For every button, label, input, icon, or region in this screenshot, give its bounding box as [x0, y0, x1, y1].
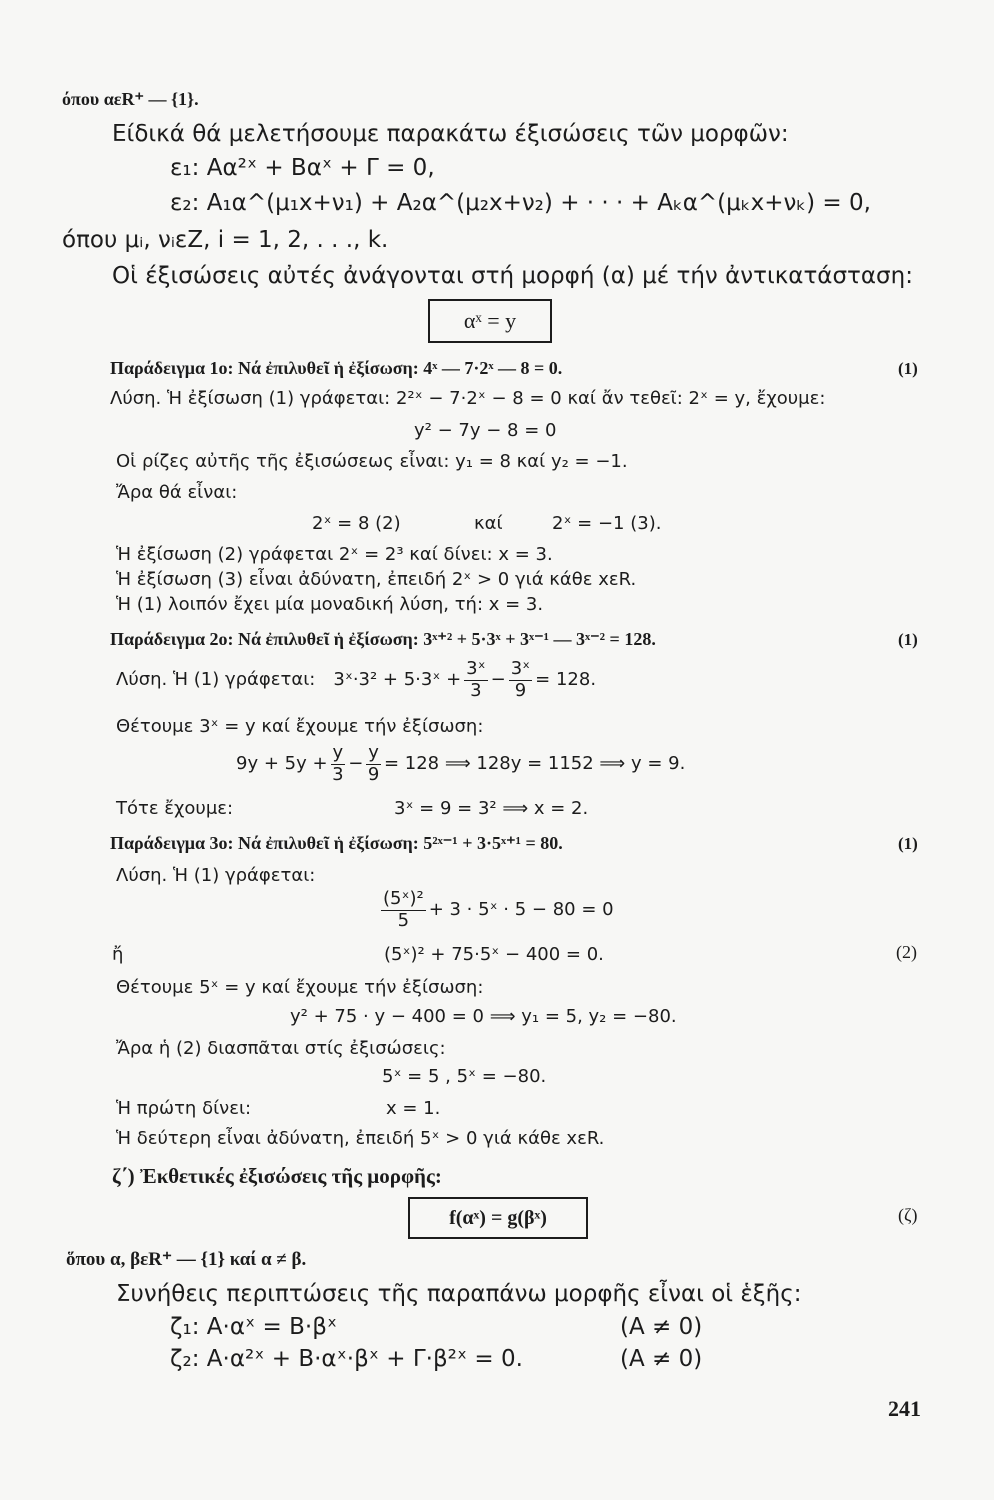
example3-line3: (5ˣ)² + 75·5ˣ − 400 = 0. [384, 944, 604, 965]
case-z2: ζ₂: A·α²ˣ + B·αˣ·βˣ + Γ·β²ˣ = 0. [170, 1346, 523, 1372]
example2-number: (1) [898, 630, 918, 649]
example3-line8b: x = 1. [386, 1098, 441, 1119]
fraction-denominator: 3 [332, 763, 344, 785]
example2-line2: Θέτουμε 3ˣ = y καί ἔχουμε τήν ἐξίσωση: [116, 716, 484, 737]
minus-sign: − [348, 753, 364, 775]
example2-line1-pre: Λύση. Ἡ (1) γράφεται: [116, 669, 316, 691]
example1-line6: Ἡ ἐξίσωση (2) γράφεται 2ˣ = 2³ καί δίνει: x = 3. [116, 544, 553, 565]
example3-title: Παράδειγμα 3ο: Νά ἐπιλυθεῖ ἡ ἐξίσωση: 5²ˣ⁻¹ + 3·5ˣ⁺¹ = 80. [110, 833, 563, 853]
example2-line3-end: = 128 ⟹ 128y = 1152 ⟹ y = 9. [383, 753, 686, 775]
example3-line2 [378, 890, 614, 931]
form-number: (ζ) [898, 1205, 918, 1225]
example2-line1-eq: 3ˣ·3² + 5·3ˣ + [333, 669, 462, 691]
example1-line1: Λύση. Ἡ ἐξίσωση (1) γράφεται: 2²ˣ − 7·2ˣ − 8 = 0 καί ἄν τεθεῖ: 2ˣ = y, ἔχουμε: [110, 388, 826, 409]
intro-opou2: όπου μᵢ, νᵢεZ, i = 1, 2, . . ., k. [62, 227, 389, 253]
page-number: 241 [888, 1396, 921, 1421]
example1-line3: Οἱ ρίζες αὐτῆς τῆς ἐξισώσεως εἶναι: y₁ = 8 καί y₂ = −1. [116, 451, 628, 472]
example1-line7: Ἡ ἐξίσωση (3) εἶναι ἀδύνατη, ἐπειδή 2ˣ > 0 γιά κάθε xεR. [116, 569, 637, 590]
example3-line1: Λύση. Ἡ (1) γράφεται: [116, 865, 316, 886]
form-box [408, 1197, 588, 1239]
fraction-numerator: y [332, 742, 344, 763]
fraction-denominator: 9 [367, 763, 380, 785]
example1-line5c: 2ˣ = −1 (3). [552, 513, 662, 534]
case-z1: ζ₁: A·αˣ = B·βˣ [170, 1314, 338, 1340]
example1-line8: Ἡ (1) λοιπόν ἔχει μία μοναδική λύση, τή: x = 3. [116, 594, 544, 615]
substitution-box [428, 299, 552, 343]
fraction-denominator: 3 [470, 679, 482, 701]
example3-line9: Ἡ δεύτερη εἶναι ἀδύνατη, ἐπειδή 5ˣ > 0 γιά κάθε xεR. [116, 1128, 605, 1149]
example2-line3 [236, 744, 685, 785]
example1-number: (1) [898, 359, 918, 378]
example2-line4a: Τότε ἔχουμε: [116, 798, 234, 819]
fraction-numerator: 3ˣ [466, 658, 486, 679]
minus-sign: − [490, 669, 506, 691]
section-opou: ὅπου α, βεR⁺ — {1} καί α ≠ β. [66, 1249, 307, 1270]
equation-e1: ε₁: Aα²ˣ + Bαˣ + Γ = 0, [170, 155, 435, 181]
example1-line5a: 2ˣ = 8 (2) [312, 513, 401, 534]
fraction [331, 744, 346, 785]
fraction-numerator: 3ˣ [510, 658, 531, 679]
intro-line1: Είδικά θά μελετήσουμε παρακάτω έξισώσεις τῶν μορφῶν: [112, 121, 789, 147]
example1-line5b: καί [474, 513, 503, 534]
example2-line4b: 3ˣ = 9 = 3² ⟹ x = 2. [394, 798, 589, 819]
form-box-text: f(αˣ) = g(βˣ) [449, 1206, 547, 1229]
example1-line2: y² − 7y − 8 = 0 [414, 420, 557, 441]
fraction-denominator: 9 [514, 679, 527, 701]
section-line: Συνήθεις περιπτώσεις τῆς παραπάνω μορφῆς εἶναι οἱ ἑξῆς: [116, 1281, 802, 1307]
fraction [381, 890, 426, 931]
fraction-denominator: 5 [397, 909, 410, 931]
example2-line1-end: = 128. [535, 669, 597, 691]
intro-line2: Οἱ έξισώσεις αὐτές ἀνάγονται στή μορφή (α) μέ τήν ἀντικατάσταση: [112, 263, 913, 289]
example1-line4: Ἄρα θά εἶναι: [116, 482, 238, 503]
case-z2-condition: (A ≠ 0) [620, 1346, 703, 1372]
example3-line6: Ἄρα ἡ (2) διασπᾶται στίς ἐξισώσεις: [116, 1038, 446, 1059]
example3-line2-rest: + 3 · 5ˣ · 5 − 80 = 0 [428, 899, 614, 921]
fraction [509, 660, 532, 701]
section-title: ζ΄) Ἐκθετικές ἐξισώσεις τῆς μορφῆς: [112, 1164, 442, 1188]
example2-line1 [116, 660, 596, 701]
example3-line5: y² + 75 · y − 400 = 0 ⟹ y₁ = 5, y₂ = −80. [290, 1006, 677, 1027]
example3-eta: ἤ [112, 944, 124, 965]
example3-line7: 5ˣ = 5 , 5ˣ = −80. [382, 1066, 547, 1087]
example3-line4: Θέτουμε 5ˣ = y καί ἔχουμε τήν ἐξίσωση: [116, 977, 484, 998]
example3-number2: (2) [896, 942, 917, 962]
example1-title: Παράδειγμα 1ο: Νά ἐπιλυθεῖ ἡ ἐξίσωση: 4ˣ — 7·2ˣ — 8 = 0. [110, 358, 563, 378]
equation-e2: ε₂: A₁α^(μ₁x+ν₁) + A₂α^(μ₂x+ν₂) + · · · + Aₖα^(μₖx+νₖ) = 0, [170, 190, 871, 216]
fraction-numerator: y [368, 742, 379, 763]
example2-title: Παράδειγμα 2ο: Νά ἐπιλυθεῖ ἡ ἐξίσωση: 3ˣ⁺² + 5·3ˣ + 3ˣ⁻¹ — 3ˣ⁻² = 128. [110, 629, 656, 649]
example3-number: (1) [898, 834, 918, 853]
fraction [464, 660, 487, 701]
example3-line8a: Ἡ πρώτη δίνει: [116, 1098, 252, 1119]
example2-line3-pre: 9y + 5y + [236, 753, 328, 775]
intro-opou: όπου αεR⁺ — {1}. [62, 89, 199, 109]
fraction [366, 744, 381, 785]
fraction-numerator: (5ˣ)² [383, 888, 424, 909]
substitution-box-text: αˣ = y [463, 308, 517, 333]
case-z1-condition: (A ≠ 0) [620, 1314, 703, 1340]
